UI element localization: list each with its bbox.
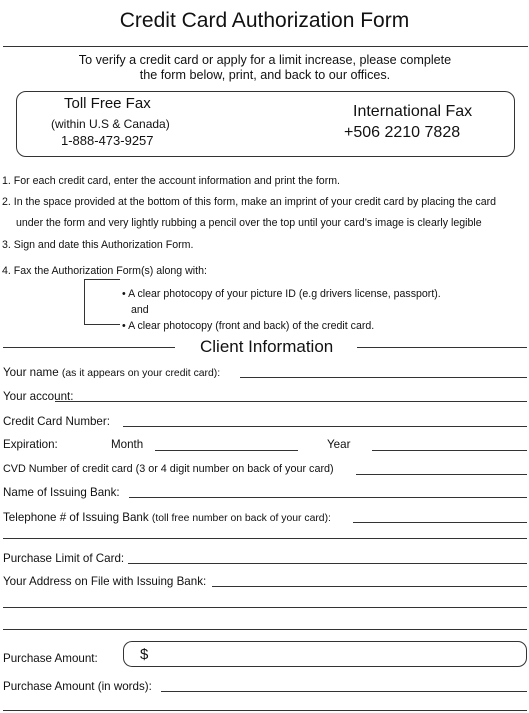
international-fax-number: +506 2210 7828	[344, 124, 461, 141]
international-fax-title: International Fax	[353, 103, 473, 120]
step-3: 3. Sign and date this Authorization Form.	[2, 239, 194, 251]
bullet-bracket	[84, 279, 120, 325]
card-number-label: Credit Card Number:	[3, 415, 110, 428]
address-label: Your Address on File with Issuing Bank:	[3, 575, 207, 588]
year-field[interactable]	[372, 450, 527, 451]
phone-field[interactable]	[353, 522, 527, 523]
section-rule-left	[3, 347, 175, 348]
limit-field[interactable]	[128, 563, 527, 564]
toll-free-fax-title: Toll Free Fax	[64, 95, 151, 112]
step-2-line-2: under the form and very lightly rubbing a pencil over the top until your card’s image is clearly legible	[16, 217, 482, 229]
intro-line-1: To verify a credit card or apply for a limit increase, please complete	[78, 53, 452, 67]
account-label: Your account:	[3, 390, 74, 403]
limit-label: Purchase Limit of Card:	[3, 552, 125, 565]
year-label: Year	[327, 438, 351, 451]
bank-field[interactable]	[129, 497, 527, 498]
amount-field[interactable]	[123, 641, 527, 667]
address-field[interactable]	[212, 586, 527, 587]
cvd-label: CVD Number of credit card (3 or 4 digit number on back of your card)	[3, 463, 334, 475]
address-line-2[interactable]	[3, 607, 527, 608]
name-field[interactable]	[240, 377, 527, 378]
fax-info-box	[16, 91, 515, 157]
bank-label: Name of Issuing Bank:	[3, 486, 120, 499]
address-line-3[interactable]	[3, 629, 527, 630]
intro-line-2: the form below, print, and back to our offices.	[139, 67, 391, 82]
title-divider	[3, 46, 528, 47]
month-label: Month	[111, 438, 144, 451]
intro-text	[30, 53, 500, 82]
step-4: 4. Fax the Authorization Form(s) along with:	[2, 265, 207, 277]
bullet-and: and	[131, 304, 149, 316]
account-field[interactable]	[55, 401, 527, 402]
cvd-field[interactable]	[356, 474, 527, 475]
toll-free-fax-number: 1-888-473-9257	[61, 133, 154, 148]
form-title: Credit Card Authorization Form	[119, 9, 410, 32]
card-number-field[interactable]	[123, 426, 527, 427]
amount-label: Purchase Amount:	[3, 652, 98, 665]
toll-free-fax-region: (within U.S & Canada)	[51, 117, 170, 131]
name-label: Your name (as it appears on your credit card):	[3, 366, 221, 379]
amount-words-line-2[interactable]	[3, 710, 527, 711]
amount-words-label: Purchase Amount (in words):	[3, 680, 152, 693]
section-rule-right	[357, 347, 527, 348]
dollar-sign: $	[140, 646, 149, 663]
step-2-line-1: 2. In the space provided at the bottom of this form, make an imprint of your credit card by placing the card	[2, 196, 497, 208]
expiration-label: Expiration:	[3, 438, 58, 451]
phone-label: Telephone # of Issuing Bank (toll free number on back of your card):	[3, 511, 331, 524]
section-title: Client Information	[200, 337, 334, 356]
step-1: 1. For each credit card, enter the account information and print the form.	[2, 175, 340, 187]
month-field[interactable]	[155, 450, 298, 451]
bullet-card-photocopy: • A clear photocopy (front and back) of the credit card.	[122, 320, 375, 332]
phone-extra-line[interactable]	[3, 538, 527, 539]
amount-words-field[interactable]	[161, 691, 527, 692]
bullet-photo-id: • A clear photocopy of your picture ID (e.g drivers license, passport).	[122, 288, 441, 300]
